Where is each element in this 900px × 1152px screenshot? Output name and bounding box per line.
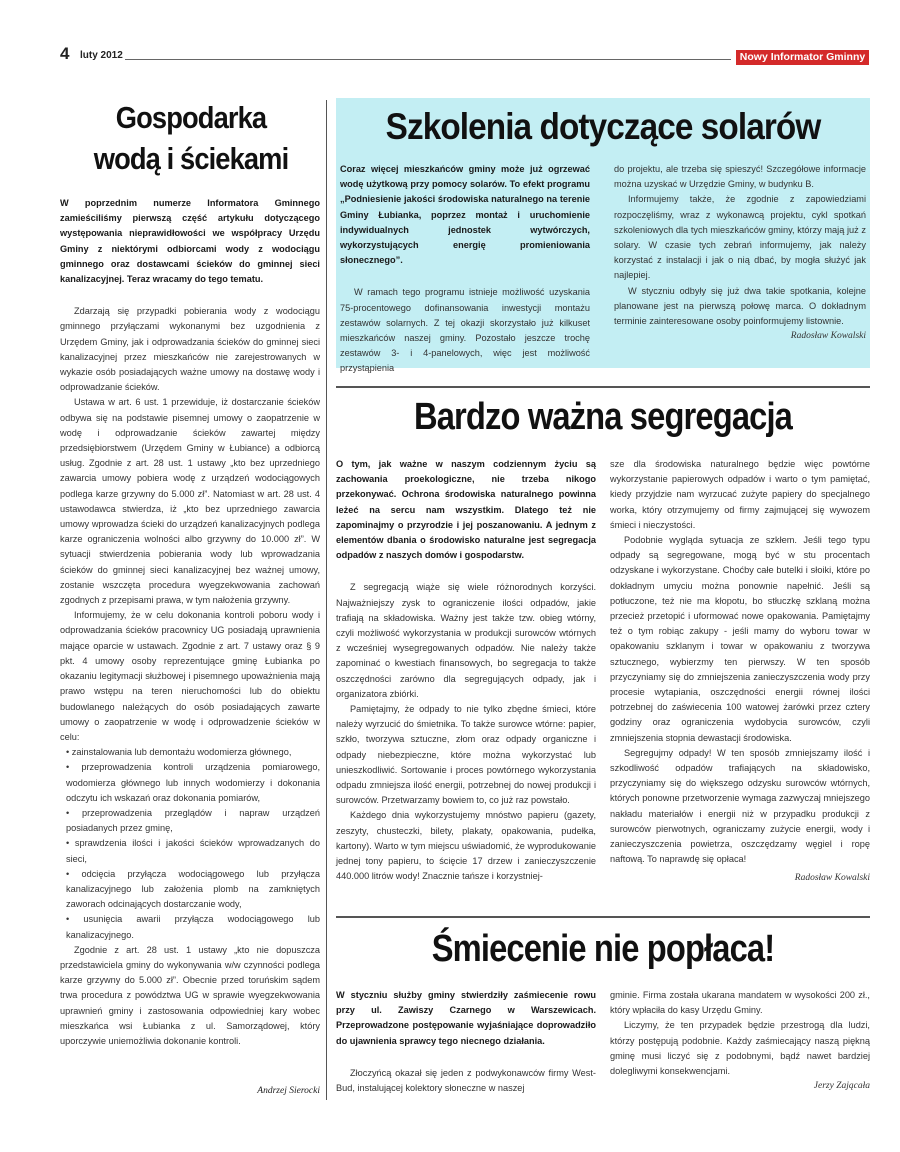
author-byline: Radosław Kowalski	[790, 331, 866, 342]
list-item: • przeprowadzenia przeglądów i napraw urządzeń posiadanych przez gminę,	[66, 807, 320, 834]
list-item: • odcięcia przyłącza wodociągowego lub przyłącza kanalizacyjnego lub założenia plomb na zamkniętych zaworach odcinających dostarczanie wody,	[66, 868, 320, 910]
paragraph: Zgodnie z art. 28 ust. 1 ustawy „kto nie dopuszcza przedstawiciela gminy do wykonywania w/w czynności podlega karze grzywny do 5.000 zł”. Obecnie przed toruńskim sądem trwa procedura z powództwa UG w sprawie wyegzekwowania uprawnień gminy i zastosowania odpowiedniej kary wobec mieszkańca wsi Łubianka z ul. Samorządowej, który uporczywie uniemożliwia dokonanie kontroli.	[60, 944, 320, 1046]
article-lead: Coraz więcej mieszkańców gminy może już ogrzewać wodę użytkową przy pomocy solarów. To efekt programu „Podniesienie jakości środowiska naturalnego na terenie Gminy Łubianka, poprzez montaż i uruchomienie indywidualnych jednostek wytwórczych, wykorzystujących energię promieniowania słonecznego”.	[340, 164, 590, 266]
page-number: 4	[60, 44, 70, 63]
author-byline: Jerzy Zającała	[813, 1081, 870, 1092]
list-item: • przeprowadzenia kontroli urządzenia pomiarowego, wodomierza głównego lub innych wodomierzy i dokonania odczytu ich wskazań oraz dokonania pomiarów,	[66, 762, 320, 803]
article-column	[336, 457, 596, 884]
paragraph: W styczniu odbyły się już dwa takie spotkania, kolejne planowane jest na pierwszą połowę marca. O dokładnym terminie zainteresowane osoby poinformujemy listownie.	[614, 285, 866, 327]
paragraph: Każdego dnia wykorzystujemy mnóstwo papieru (gazety, zeszyty, chusteczki, bilety, plakaty, opakowania, pudełka, kartony). Warto w tym miejscu uświadomić, że wyprodukowanie jednej tony papieru, to ścięcie 17 drzew i zanieczyszczenie 440.000 litrów wody! Znacznie tańsze i korzystniej-	[336, 810, 596, 882]
article-body-water	[60, 196, 320, 1049]
header-rule	[125, 59, 731, 60]
paragraph: Segregujmy odpady! W ten sposób zmniejszamy ilość i szkodliwość odpadów trafiających na składowisko, przyczyniamy się do większego odzysku surowców wtórnych, których ponowne przetworzenie wymaga zazwyczaj mniejszego nakładu materiałów i energii niż w przypadku produkcji z surowców pierwotnych, ograniczamy zużycie energii, wody i zanieczyszczenia powietrza, oszczędzamy węgiel i ropę naftową. To naprawdę się opłaca!	[610, 747, 870, 865]
paragraph: Informujemy także, że zgodnie z zapowiedziami rozpoczęliśmy, wraz z wykonawcą projektu, cykl spotkań szkoleniowych dla tych mieszkańców gminy, którzy mają już z solary. W czasie tych zebrań informujemy, jak należy korzystać z instalacji i jak o nią dbać, by mogła służyć jak najlepiej.	[614, 194, 866, 281]
paragraph: Informujemy, że w celu dokonania kontroli poboru wody i odprowadzania ścieków pracownicy UG posiadają uprawnienia mające oparcie w ustawach. Zgodnie z art. 7 ustawy oraz § 9 pkt. 4 umowy osoby reprezentujące gminę Łubianka po okazaniu legitymacji służbowej i pisemnego upoważnienia mają prawo wstępu na teren nieruchomości lub do obiektu budowlanego należących do osób posiadających zawarte umowy o zaopatrzenie w wodę i odprowadzenie ścieków w celu:	[60, 610, 320, 742]
column-divider	[326, 100, 327, 1100]
section-rule	[336, 916, 870, 918]
article-title-segregation: Bardzo ważna segregacja	[414, 396, 792, 438]
title-line: wodą i ściekami	[93, 141, 289, 176]
paragraph: Liczymy, że ten przypadek będzie przestrogą dla ludzi, którzy postępują podobnie. Każdy zaśmiecający naszą piękną gminę musi liczyć się z podobnymi, bądź nawet bardziej dolegliwymi konsekwencjami.	[610, 1020, 870, 1077]
paragraph: W ramach tego programu istnieje możliwość uzyskania 75-procentowego dofinansowania inwestycji montażu zestawów solarnych. Z tej okazji skorzystało już kilkuset mieszkańców naszej gminy. Pozostało jeszcze trochę zestawów 3- i 4-panelowych, więc jest możliwość przystąpienia	[340, 287, 590, 374]
paragraph: Podobnie wygląda sytuacja ze szkłem. Jeśli tego typu odpady są segregowane, mogą być w stu procentach odzyskane i wykorzystane. Choćby całe butelki i słoiki, które po dokładnym umyciu można ponownie napełnić. Jeśli są potłuczone, też nie ma kłopotu, bo stłuczkę szklaną można przecież przetopić i uformować nowe opakowania. Pamiętajmy też o tym robiąc zakupy - jeśli mamy do wyboru towar w opakowaniu szklanym i towar w opakowaniu z tworzywa sztucznego, wybierzmy ten pierwszy. W ten sposób przyczyniamy się do zmniejszenia zanieczyszczenia wody przy procesie wytapiania, oszczędności energii równej ilości potrzebnej do zaświecenia 100 watowej żarówki przez cztery godziny oraz ograniczenia wydobycia surowców, czyli zmniejszenia stopnia dewastacji środowiska.	[610, 535, 870, 743]
publication-name: Nowy Informator Gminny	[736, 50, 869, 65]
list-item: • sprawdzenia ilości i jakości ścieków wprowadzanych do sieci,	[66, 838, 320, 864]
list-item: • zainstalowania lub demontażu wodomierza głównego,	[66, 747, 292, 758]
paragraph: Ustawa w art. 6 ust. 1 przewiduje, iż dostarczanie ścieków odbywa się na podstawie pisemnej umowy o zaopatrzenie w wodę i odprowadzanie ścieków zawartej między przedsiębiorstwem (Urzędem Gminy w Łubiance) a odbiorcą usług. Zgodnie z art. 28 ust. 1 ustawy „kto bez uprzedniego zawarcia umowy pobiera wodę z urządzeń wodociągowych podlega karze grzywny do 5.000 zł”. Natomiast w art. 28 ust. 4 ustawodawca stwierdza, iż „kto bez uprzedniego zawarcia umowy wprowadza ścieki do urządzeń kanalizacyjnych podlega karze ograniczenia wolności albo grzywny do 10.000 zł”. W sytuacji stwierdzenia pobierania wody lub wprowadzania ścieków do gminnej sieci kanalizacyjnej bez ważnej umowy, zostanie wszczęta procedura wyegzekwowania zachowań zgodnych z przepisami prawa, w tym nałożenia grzywny.	[60, 397, 320, 606]
paragraph: Złoczyńcą okazał się jeden z podwykonawców firmy West-Bud, instalującej kolektory słoneczne w naszej	[336, 1067, 596, 1094]
article-title-solar: Szkolenia dotyczące solarów	[385, 106, 821, 147]
article-column	[336, 988, 596, 1096]
paragraph: gminie. Firma została ukarana mandatem w wysokości 200 zł., który wpłaciła do kasy Urzędu Gminy.	[610, 990, 870, 1016]
paragraph: Zdarzają się przypadki pobierania wody z wodociągu gminnego przyłączami wykonanymi bez uzgodnienia z Urzędem Gminy, jak i odprowadzania ścieków do gminnej sieci kanalizacyjnej przez mieszkańców nie zarejestrowanych w wykazie osób posiadających ważne umowy na dostawę wody i odprowadzanie ścieków.	[60, 306, 320, 393]
paragraph: sze dla środowiska naturalnego będzie więc powtórne wykorzystanie papierowych odpadów i warto o tym pamiętać, kiedy przyjdzie nam wyrzucać zużyte papiery do specjalnego worka, który otrzymujemy od firmy zajmującej się wywozem śmieci i nieczystości.	[610, 459, 870, 530]
article-column	[610, 457, 870, 887]
author-byline: Andrzej Sierocki	[257, 1086, 320, 1096]
title-line: Gospodarka	[115, 100, 267, 135]
author-byline: Radosław Kowalski	[794, 873, 870, 884]
article-title-water	[76, 97, 307, 179]
paragraph: Pamiętajmy, że odpady to nie tylko zbędne śmieci, które należy wyrzucić do śmietnika. To także surowce wtórne: papier, szkło, tworzywa sztuczne, złom oraz odpady organiczne i odpady niebezpieczne, które można wykorzystać lub unieszkodliwić. Sortowanie i proces powtórnego wykorzystania odpadu zmniejsza ilość energii, potrzebnej do nowej produkcji i surowców. Przetwarzamy bowiem to, co już raz powstało.	[336, 704, 596, 806]
section-rule	[336, 386, 870, 388]
paragraph: do projektu, ale trzeba się spieszyć! Szczegółowe informacje można uzyskać w Urzędzie Gminy, w budynku B.	[614, 164, 866, 190]
article-lead: W styczniu służby gminy stwierdziły zaśmiecenie rowu przy ul. Zawiszy Czarnego w Warszewicach. Przeprowadzone postępowanie wyjaśniające doprowadziło do ujawnienia sprawcy tego niecnego działania.	[336, 990, 596, 1046]
article-column	[614, 162, 866, 344]
article-column	[340, 162, 590, 377]
article-column	[610, 988, 870, 1094]
article-lead: O tym, jak ważne w naszym codziennym życiu są zachowania proekologiczne, nie trzeba nikogo przekonywać. Ochrona środowiska naturalnego powinna leżeć na sercu nam wszystkim. Dlatego też nie zapominajmy o przyrodzie i jej poszanowaniu. A jednym z elementów dbania o środowisko naturalne jest segregacja odpadów z naszych domów i gospodarstw.	[336, 459, 596, 561]
list-item: • usunięcia awarii przyłącza wodociągowego lub kanalizacyjnego.	[66, 914, 320, 940]
article-lead: W poprzednim numerze Informatora Gminnego zamieściliśmy pierwszą część artykułu dotyczącego występowania nieprawidłowości we współpracy Urzędu Gminy z niektórymi odbiorcami wody z wodociągu gminnego oraz dostawcami ścieków do gminnej sieci kanalizacyjnej. Teraz wracamy do tego tematu.	[60, 198, 320, 285]
article-title-littering: Śmiecenie nie popłaca!	[431, 928, 775, 970]
paragraph: Z segregacją wiąże się wiele różnorodnych korzyści. Najważniejszy zysk to ograniczenie ilości odpadów, jakie trafiają na składowiska. Ważny jest także tzw. obieg wtórny, czyli możliwość wykorzystania w produkcji surowców wtórnych z wcześniej wysegregowanych odpadów. Nie należy także zapominać o kwestiach finansowych, bo segregacja to także oszczędności zarówno dla segregujących odpady, jak i organizatora zbiórki.	[336, 582, 596, 699]
issue-date: luty 2012	[80, 50, 123, 61]
